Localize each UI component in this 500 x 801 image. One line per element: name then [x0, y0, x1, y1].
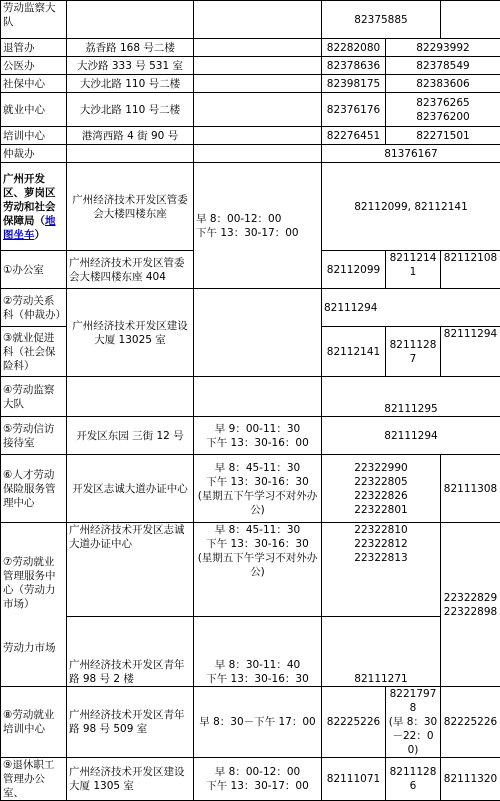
phone-number: 82111071: [322, 758, 386, 801]
phone-number: 82376176: [322, 93, 386, 127]
dept-address: 广州经济技术开发区青年路 98 号 2 楼: [67, 617, 194, 687]
dept-address: 广州经济技术开发区管委会大楼四楼东座 404: [67, 251, 194, 289]
table-row: [1, 145, 500, 163]
bureau-name-end: ）: [35, 229, 46, 241]
phone-number: 82217978 (早 8：30－22：00): [386, 687, 441, 758]
phone-number: 82293992: [386, 39, 500, 57]
phone-list: 22322990 22322805 22322826 22322801: [322, 455, 441, 523]
phone-number: 82111294: [322, 289, 500, 327]
table-row: [1, 93, 500, 127]
phone-number: 82111287: [386, 327, 441, 377]
dept-name: ④劳动监察大队: [1, 377, 67, 417]
phone-number: 82383606: [386, 75, 500, 93]
table-row: [1, 758, 500, 801]
dept-name: ⑨退休职工管理办公室、: [1, 758, 67, 801]
map-link[interactable]: 地图坐车: [3, 215, 56, 241]
dept-name: 培训中心: [1, 127, 67, 145]
bureau-address: 广州经济技术开发区管委会大楼四楼东座: [67, 163, 194, 251]
dept-name: 劳动监察大队: [1, 1, 67, 39]
dept-address: 港湾西路 4 街 90 号: [67, 127, 194, 145]
office-hours: 早 8：45-11：30 下午 13：30-16：30 (星期五下午学习不对外办公): [194, 523, 322, 617]
phone-number: 82271501: [386, 127, 500, 145]
dept-name: ②劳动关系科（仲裁办）: [1, 289, 67, 327]
dept-name-text: ⑦劳动就业管理服务中心（劳动力市场）: [3, 555, 64, 611]
table-row: [1, 163, 500, 251]
dept-address: 广州经济技术开发区青年路 98 号 509 室: [67, 687, 194, 758]
phone-number: 82111320: [441, 758, 500, 801]
dept-address: 开发区东园 三街 12 号: [67, 417, 194, 455]
phone-number: 82112108: [441, 251, 500, 289]
table-row: [1, 1, 500, 39]
dept-address: 开发区志诚大道办证中心: [67, 455, 194, 523]
table-row: [1, 39, 500, 57]
table-row: [1, 687, 500, 758]
table-row: [1, 377, 500, 417]
phone-number: 82111286: [386, 758, 441, 801]
table-row: [1, 57, 500, 75]
dept-name: ⑧劳动就业培训中心: [1, 687, 67, 758]
office-hours: 早 8：00-12：00 下午 13：30-17：00: [194, 163, 322, 289]
phone-number: 82378636: [322, 57, 386, 75]
office-hours: 早 8：45-11：30 下午 13：30-16：30 (星期五下午学习不对外办公): [194, 455, 322, 523]
bureau-name: [1, 163, 67, 251]
phone-number: 82111294: [441, 327, 500, 377]
dept-address: 大沙北路 110 号二楼: [67, 93, 194, 127]
phone-number: 82225226: [322, 687, 386, 758]
dept-name: ⑥人才劳动保险服务管理中心: [1, 455, 67, 523]
phone-number: 82112141: [386, 251, 441, 289]
dept-address: 广州经济技术开发区建设大厦 1305 室: [67, 758, 194, 801]
phone-number: 82376265 82376200: [386, 93, 500, 127]
dept-name: 退管办: [1, 39, 67, 57]
table-row: [1, 75, 500, 93]
dept-name: ①办公室: [1, 251, 67, 289]
phone-number: 82375885: [322, 1, 441, 39]
dept-name: 公医办: [1, 57, 67, 75]
office-hours: 早 9：00-11：30 下午 13：30-16：00: [194, 417, 322, 455]
phone-number: 82398175: [322, 75, 386, 93]
phone-number: 82111308: [441, 455, 500, 523]
table-row: [1, 523, 500, 617]
dept-address: 广州经济技术开发区建设大厦 13025 室: [67, 289, 194, 377]
dept-name: 就业中心: [1, 93, 67, 127]
dept-name: ③就业促进科（社会保险科）: [1, 327, 67, 377]
table-row: [1, 455, 500, 523]
sub-dept-name: 劳动力市场: [3, 641, 64, 655]
dept-name: 仲裁办: [1, 145, 67, 163]
office-hours: 早 8：00-12：00 下午 13：30-17：00: [194, 758, 322, 801]
office-hours: 早 8：30-11：40 下午 13：30-16：30: [194, 617, 322, 687]
table-row: [1, 289, 500, 327]
bureau-name-text: 广州开发区、萝岗区劳动和社会保障局（: [3, 173, 56, 227]
phone-number: 82111295: [322, 377, 500, 417]
table-row: [1, 617, 500, 687]
table-row: [1, 127, 500, 145]
phone-number: 82112141: [322, 327, 386, 377]
phone-number: 82111271: [322, 617, 441, 687]
phone-number: 82112099, 82112141: [322, 163, 500, 251]
phone-number: 82112099: [322, 251, 386, 289]
office-hours: 早 8：30－下午 17：00: [194, 687, 322, 758]
phone-number: 81376167: [322, 145, 500, 163]
phone-list: 22322810 22322812 22322813: [322, 523, 441, 617]
dept-name: 社保中心: [1, 75, 67, 93]
phone-number: 82282080: [322, 39, 386, 57]
dept-name: ⑤劳动信访接待室: [1, 417, 67, 455]
dept-address: 广州经济技术开发区志诚大道办证中心: [67, 523, 194, 617]
dept-address: 大沙北路 110 号二楼: [67, 75, 194, 93]
phone-number: 82378549: [386, 57, 500, 75]
phone-number: 82276451: [322, 127, 386, 145]
phone-number: 82225226: [441, 687, 500, 758]
dept-address: 大沙路 333 号 531 室: [67, 57, 194, 75]
dept-address: 荔香路 168 号二楼: [67, 39, 194, 57]
phone-number: 82111294: [322, 417, 500, 455]
dept-name: [1, 523, 67, 687]
phone-list: 22322829 22322898: [441, 523, 500, 687]
table-row: [1, 417, 500, 455]
